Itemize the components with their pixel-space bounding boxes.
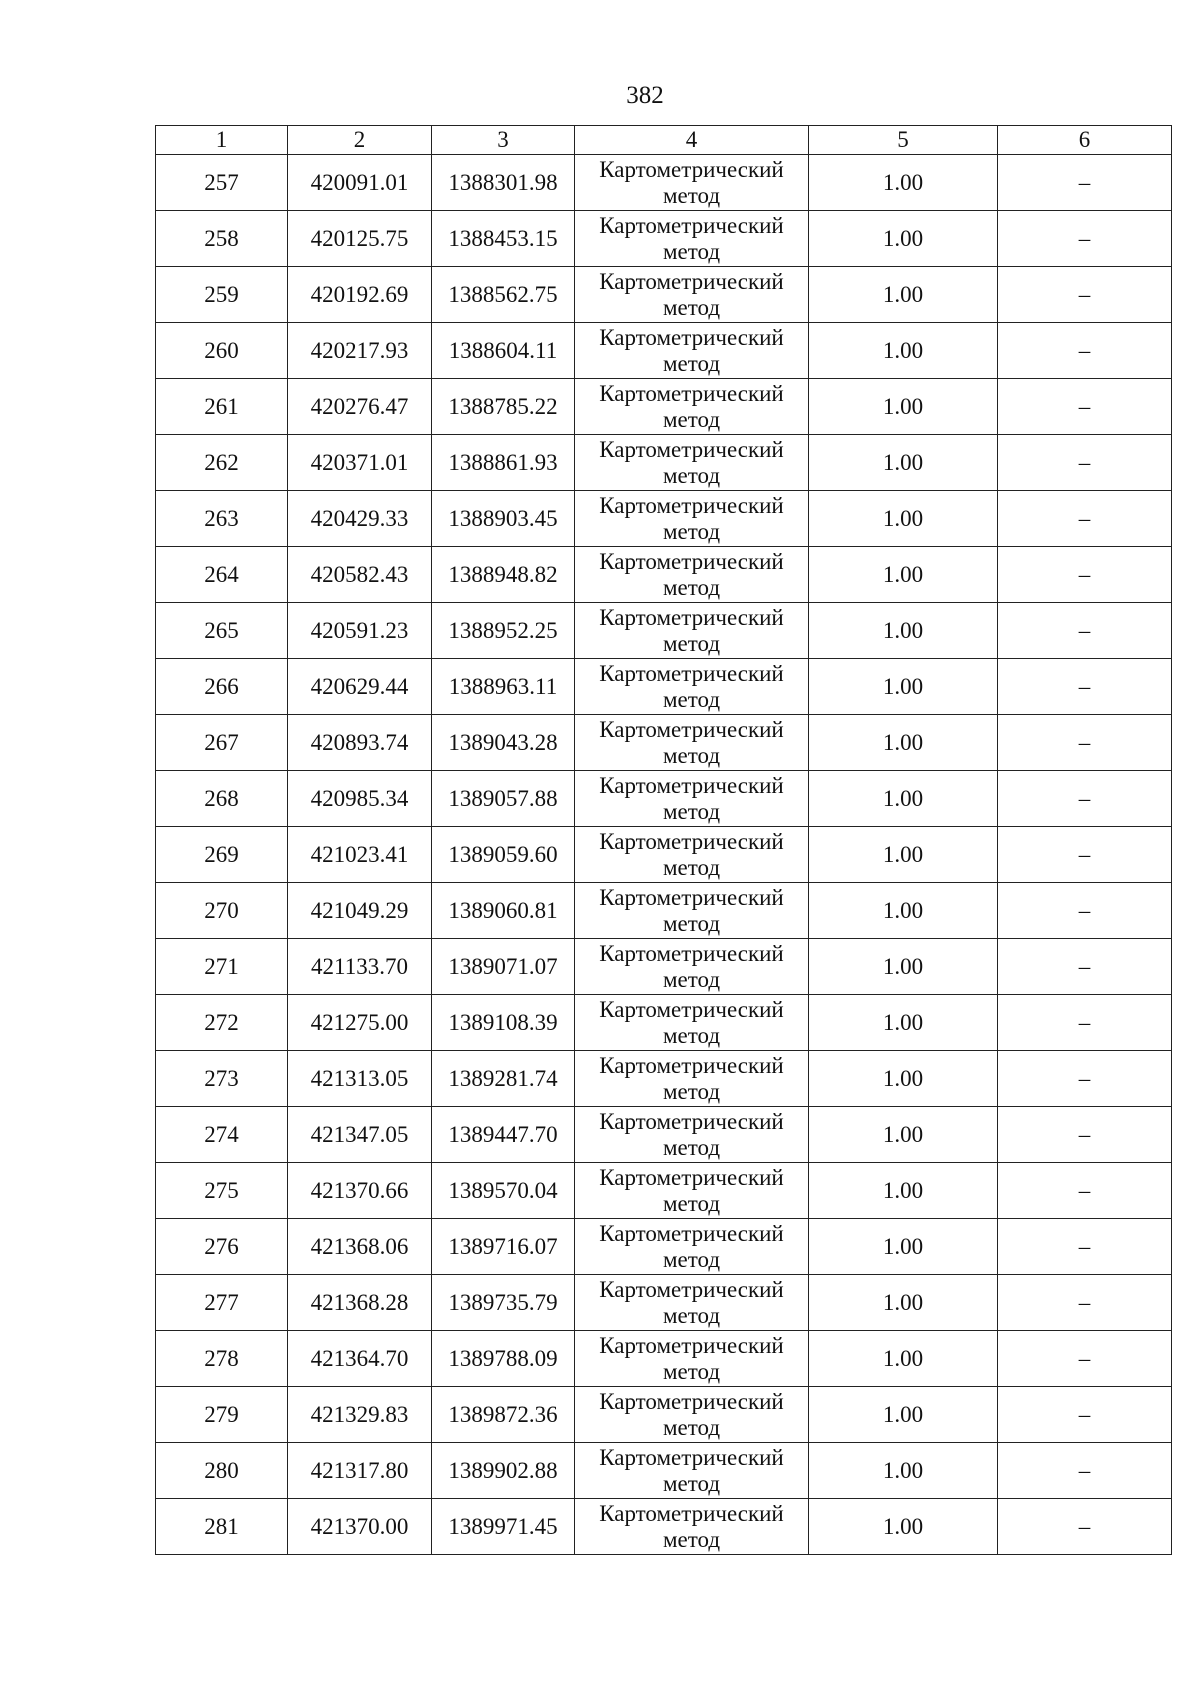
table-row [156, 827, 1172, 883]
accuracy-cell: 1.00 [809, 1107, 998, 1163]
y-coordinate-cell: 1389447.70 [432, 1107, 575, 1163]
point-number-cell: 273 [156, 1051, 288, 1107]
method-cell: Картометрический метод [575, 1387, 809, 1443]
table-row [156, 155, 1172, 211]
point-number-cell: 271 [156, 939, 288, 995]
note-cell: – [998, 603, 1172, 659]
point-number-cell: 266 [156, 659, 288, 715]
method-cell: Картометрический метод [575, 323, 809, 379]
accuracy-cell: 1.00 [809, 995, 998, 1051]
x-coordinate-cell: 420217.93 [288, 323, 432, 379]
method-cell: Картометрический метод [575, 155, 809, 211]
table-row [156, 211, 1172, 267]
note-cell: – [998, 771, 1172, 827]
y-coordinate-cell: 1389281.74 [432, 1051, 575, 1107]
x-coordinate-cell: 420629.44 [288, 659, 432, 715]
method-cell: Картометрический метод [575, 995, 809, 1051]
accuracy-cell: 1.00 [809, 603, 998, 659]
accuracy-cell: 1.00 [809, 267, 998, 323]
point-number-cell: 263 [156, 491, 288, 547]
point-number-cell: 280 [156, 1443, 288, 1499]
note-cell: – [998, 267, 1172, 323]
x-coordinate-cell: 421370.66 [288, 1163, 432, 1219]
note-cell: – [998, 715, 1172, 771]
method-cell: Картометрический метод [575, 659, 809, 715]
method-cell: Картометрический метод [575, 1219, 809, 1275]
accuracy-cell: 1.00 [809, 1219, 998, 1275]
point-number-cell: 274 [156, 1107, 288, 1163]
x-coordinate-cell: 421023.41 [288, 827, 432, 883]
note-cell: – [998, 1499, 1172, 1555]
note-cell: – [998, 1219, 1172, 1275]
note-cell: – [998, 1331, 1172, 1387]
y-coordinate-cell: 1389716.07 [432, 1219, 575, 1275]
point-number-cell: 268 [156, 771, 288, 827]
accuracy-cell: 1.00 [809, 1275, 998, 1331]
point-number-cell: 257 [156, 155, 288, 211]
x-coordinate-cell: 420371.01 [288, 435, 432, 491]
point-number-cell: 258 [156, 211, 288, 267]
note-cell: – [998, 323, 1172, 379]
point-number-cell: 276 [156, 1219, 288, 1275]
y-coordinate-cell: 1388453.15 [432, 211, 575, 267]
note-cell: – [998, 547, 1172, 603]
accuracy-cell: 1.00 [809, 1331, 998, 1387]
method-cell: Картометрический метод [575, 1107, 809, 1163]
point-number-cell: 264 [156, 547, 288, 603]
method-cell: Картометрический метод [575, 379, 809, 435]
note-cell: – [998, 1107, 1172, 1163]
point-number-cell: 279 [156, 1387, 288, 1443]
method-cell: Картометрический метод [575, 491, 809, 547]
note-cell: – [998, 435, 1172, 491]
method-cell: Картометрический метод [575, 435, 809, 491]
point-number-cell: 272 [156, 995, 288, 1051]
x-coordinate-cell: 421133.70 [288, 939, 432, 995]
table-header [156, 126, 1172, 155]
method-cell: Картометрический метод [575, 1331, 809, 1387]
point-number-cell: 267 [156, 715, 288, 771]
note-cell: – [998, 379, 1172, 435]
y-coordinate-cell: 1388785.22 [432, 379, 575, 435]
note-cell: – [998, 1275, 1172, 1331]
method-cell: Картометрический метод [575, 1275, 809, 1331]
table-row [156, 1331, 1172, 1387]
table-row [156, 379, 1172, 435]
y-coordinate-cell: 1388963.11 [432, 659, 575, 715]
page-number: 382 [626, 82, 664, 109]
table-row [156, 659, 1172, 715]
y-coordinate-cell: 1389971.45 [432, 1499, 575, 1555]
accuracy-cell: 1.00 [809, 1443, 998, 1499]
x-coordinate-cell: 420125.75 [288, 211, 432, 267]
y-coordinate-cell: 1389057.88 [432, 771, 575, 827]
y-coordinate-cell: 1389059.60 [432, 827, 575, 883]
accuracy-cell: 1.00 [809, 1163, 998, 1219]
note-cell: – [998, 211, 1172, 267]
y-coordinate-cell: 1388903.45 [432, 491, 575, 547]
table-body [156, 155, 1172, 1555]
x-coordinate-cell: 421347.05 [288, 1107, 432, 1163]
y-coordinate-cell: 1389872.36 [432, 1387, 575, 1443]
header-col-6: 6 [998, 126, 1172, 155]
method-cell: Картометрический метод [575, 547, 809, 603]
table-row [156, 883, 1172, 939]
table-row [156, 995, 1172, 1051]
table-row [156, 1275, 1172, 1331]
method-cell: Картометрический метод [575, 883, 809, 939]
note-cell: – [998, 1387, 1172, 1443]
accuracy-cell: 1.00 [809, 435, 998, 491]
accuracy-cell: 1.00 [809, 155, 998, 211]
x-coordinate-cell: 421364.70 [288, 1331, 432, 1387]
accuracy-cell: 1.00 [809, 1387, 998, 1443]
point-number-cell: 277 [156, 1275, 288, 1331]
accuracy-cell: 1.00 [809, 827, 998, 883]
method-cell: Картометрический метод [575, 939, 809, 995]
x-coordinate-cell: 421329.83 [288, 1387, 432, 1443]
x-coordinate-cell: 420091.01 [288, 155, 432, 211]
y-coordinate-cell: 1389570.04 [432, 1163, 575, 1219]
point-number-cell: 259 [156, 267, 288, 323]
point-number-cell: 275 [156, 1163, 288, 1219]
method-cell: Картометрический метод [575, 267, 809, 323]
table-row [156, 715, 1172, 771]
table-row [156, 1387, 1172, 1443]
x-coordinate-cell: 420591.23 [288, 603, 432, 659]
y-coordinate-cell: 1389108.39 [432, 995, 575, 1051]
note-cell: – [998, 939, 1172, 995]
accuracy-cell: 1.00 [809, 491, 998, 547]
y-coordinate-cell: 1389071.07 [432, 939, 575, 995]
table-row [156, 1219, 1172, 1275]
method-cell: Картометрический метод [575, 1163, 809, 1219]
table-row [156, 435, 1172, 491]
header-col-2: 2 [288, 126, 432, 155]
note-cell: – [998, 491, 1172, 547]
method-cell: Картометрический метод [575, 1499, 809, 1555]
note-cell: – [998, 1443, 1172, 1499]
accuracy-cell: 1.00 [809, 1051, 998, 1107]
y-coordinate-cell: 1388861.93 [432, 435, 575, 491]
point-number-cell: 269 [156, 827, 288, 883]
note-cell: – [998, 659, 1172, 715]
x-coordinate-cell: 421368.28 [288, 1275, 432, 1331]
y-coordinate-cell: 1388952.25 [432, 603, 575, 659]
accuracy-cell: 1.00 [809, 1499, 998, 1555]
table-row [156, 603, 1172, 659]
method-cell: Картометрический метод [575, 827, 809, 883]
method-cell: Картометрический метод [575, 603, 809, 659]
x-coordinate-cell: 420985.34 [288, 771, 432, 827]
header-row [156, 126, 1172, 155]
accuracy-cell: 1.00 [809, 379, 998, 435]
x-coordinate-cell: 421313.05 [288, 1051, 432, 1107]
table-row [156, 547, 1172, 603]
accuracy-cell: 1.00 [809, 211, 998, 267]
note-cell: – [998, 1051, 1172, 1107]
header-col-1: 1 [156, 126, 288, 155]
point-number-cell: 265 [156, 603, 288, 659]
header-col-4: 4 [575, 126, 809, 155]
x-coordinate-cell: 420429.33 [288, 491, 432, 547]
x-coordinate-cell: 420276.47 [288, 379, 432, 435]
table-row [156, 939, 1172, 995]
x-coordinate-cell: 420893.74 [288, 715, 432, 771]
point-number-cell: 270 [156, 883, 288, 939]
x-coordinate-cell: 421368.06 [288, 1219, 432, 1275]
accuracy-cell: 1.00 [809, 939, 998, 995]
table-row [156, 491, 1172, 547]
header-col-5: 5 [809, 126, 998, 155]
table-row [156, 1107, 1172, 1163]
accuracy-cell: 1.00 [809, 323, 998, 379]
x-coordinate-cell: 421370.00 [288, 1499, 432, 1555]
x-coordinate-cell: 421317.80 [288, 1443, 432, 1499]
method-cell: Картометрический метод [575, 715, 809, 771]
table-row [156, 771, 1172, 827]
y-coordinate-cell: 1389902.88 [432, 1443, 575, 1499]
note-cell: – [998, 827, 1172, 883]
accuracy-cell: 1.00 [809, 883, 998, 939]
accuracy-cell: 1.00 [809, 547, 998, 603]
point-number-cell: 261 [156, 379, 288, 435]
y-coordinate-cell: 1388301.98 [432, 155, 575, 211]
method-cell: Картометрический метод [575, 211, 809, 267]
y-coordinate-cell: 1389060.81 [432, 883, 575, 939]
note-cell: – [998, 995, 1172, 1051]
x-coordinate-cell: 420582.43 [288, 547, 432, 603]
header-col-3: 3 [432, 126, 575, 155]
accuracy-cell: 1.00 [809, 715, 998, 771]
accuracy-cell: 1.00 [809, 659, 998, 715]
method-cell: Картометрический метод [575, 771, 809, 827]
x-coordinate-cell: 421275.00 [288, 995, 432, 1051]
table-row [156, 1443, 1172, 1499]
y-coordinate-cell: 1388562.75 [432, 267, 575, 323]
x-coordinate-cell: 420192.69 [288, 267, 432, 323]
table-row [156, 1163, 1172, 1219]
method-cell: Картометрический метод [575, 1443, 809, 1499]
table-row [156, 267, 1172, 323]
y-coordinate-cell: 1389043.28 [432, 715, 575, 771]
table-row [156, 1051, 1172, 1107]
point-number-cell: 278 [156, 1331, 288, 1387]
table-row [156, 323, 1172, 379]
note-cell: – [998, 155, 1172, 211]
y-coordinate-cell: 1389788.09 [432, 1331, 575, 1387]
x-coordinate-cell: 421049.29 [288, 883, 432, 939]
point-number-cell: 260 [156, 323, 288, 379]
coordinates-table [155, 125, 1172, 1555]
note-cell: – [998, 1163, 1172, 1219]
y-coordinate-cell: 1388604.11 [432, 323, 575, 379]
method-cell: Картометрический метод [575, 1051, 809, 1107]
point-number-cell: 262 [156, 435, 288, 491]
y-coordinate-cell: 1388948.82 [432, 547, 575, 603]
note-cell: – [998, 883, 1172, 939]
point-number-cell: 281 [156, 1499, 288, 1555]
table-row [156, 1499, 1172, 1555]
y-coordinate-cell: 1389735.79 [432, 1275, 575, 1331]
accuracy-cell: 1.00 [809, 771, 998, 827]
